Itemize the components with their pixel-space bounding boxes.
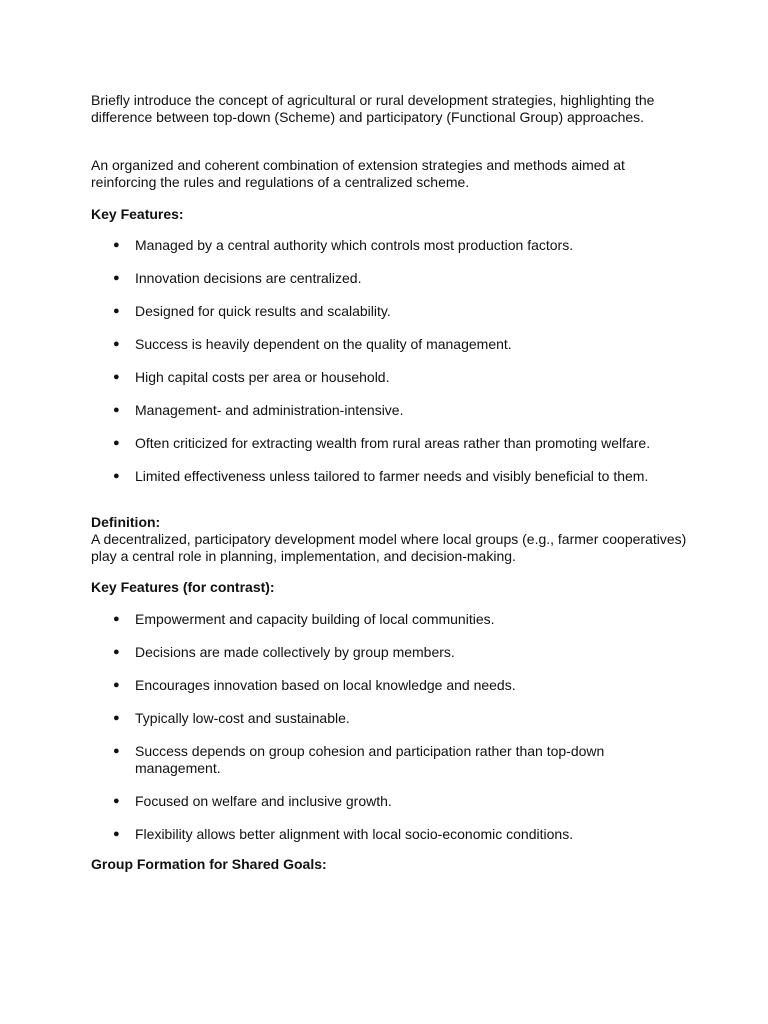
bullet-dot-icon: ● [113, 679, 120, 691]
bullet-item [91, 435, 655, 452]
bullet-item [91, 611, 655, 628]
bullet-dot-icon: ● [113, 828, 120, 840]
contrast-features-list [91, 611, 711, 843]
definition-heading: Definition: [91, 514, 161, 530]
intro-paragraph [91, 92, 691, 126]
bullet-item [91, 303, 655, 320]
bullet-text: Typically low-cost and sustainable. [135, 710, 350, 726]
bullet-text: Flexibility allows better alignment with local socio-economic conditions. [135, 826, 574, 842]
bullet-dot-icon: ● [113, 646, 120, 658]
bullet-dot-icon: ● [113, 437, 120, 449]
bullet-text: Limited effectiveness unless tailored to farmer needs and visibly beneficial to them. [135, 468, 649, 484]
bullet-dot-icon: ● [113, 239, 120, 251]
bullet-text: Encourages innovation based on local knowledge and needs. [135, 677, 516, 693]
bullet-dot-icon: ● [113, 338, 120, 350]
bullet-item [91, 270, 655, 287]
bullet-dot-icon: ● [113, 470, 120, 482]
scheme-features-list [91, 237, 711, 485]
bullet-text: Innovation decisions are centralized. [135, 270, 362, 286]
bullet-dot-icon: ● [113, 745, 120, 757]
bullet-dot-icon: ● [113, 712, 120, 724]
bullet-item [91, 468, 655, 485]
bullet-dot-icon: ● [113, 795, 120, 807]
bullet-item [91, 677, 655, 694]
bullet-text: Empowerment and capacity building of local communities. [135, 611, 495, 627]
contrast-features-heading: Key Features (for contrast): [91, 579, 275, 595]
bullet-text: Success is heavily dependent on the quality of management. [135, 336, 512, 352]
bullet-item [91, 710, 655, 727]
bullet-item [91, 336, 655, 353]
group-formation-heading: Group Formation for Shared Goals: [91, 856, 327, 872]
bullet-dot-icon: ● [113, 272, 120, 284]
bullet-item [91, 237, 655, 254]
bullet-text: Designed for quick results and scalability. [135, 303, 391, 319]
bullet-text: Often criticized for extracting wealth from rural areas rather than promoting welfare. [135, 435, 651, 451]
bullet-dot-icon: ● [113, 305, 120, 317]
bullet-dot-icon: ● [113, 404, 120, 416]
bullet-text: Managed by a central authority which controls most production factors. [135, 237, 574, 253]
intro-text: Briefly introduce the concept of agricultural or rural development strategies, highlighting the difference between top-down (Scheme) and participatory (Functional Group) approaches. [91, 92, 655, 125]
bullet-dot-icon: ● [113, 371, 120, 383]
bullet-item [91, 402, 655, 419]
scheme-features-heading: Key Features: [91, 206, 184, 222]
bullet-item [91, 793, 655, 810]
scheme-definition-paragraph [91, 157, 691, 191]
bullet-text: Success depends on group cohesion and participation rather than top-down management. [135, 743, 605, 776]
bullet-text: High capital costs per area or household. [135, 369, 390, 385]
bullet-text: Management- and administration-intensive. [135, 402, 404, 418]
scheme-definition-text: An organized and coherent combination of extension strategies and methods aimed at reinforcing the rules and regulations of a centralized scheme. [91, 157, 625, 190]
bullet-text: Decisions are made collectively by group members. [135, 644, 455, 660]
functional-group-definition [91, 514, 691, 565]
bullet-dot-icon: ● [113, 613, 120, 625]
bullet-text: Focused on welfare and inclusive growth. [135, 793, 392, 809]
bullet-item [91, 644, 655, 661]
definition-text: A decentralized, participatory development model where local groups (e.g., farmer cooperatives) play a central role in planning, implementation, and decision-making. [91, 531, 687, 564]
bullet-item [91, 369, 655, 386]
bullet-item [91, 826, 655, 843]
bullet-item [91, 743, 655, 777]
